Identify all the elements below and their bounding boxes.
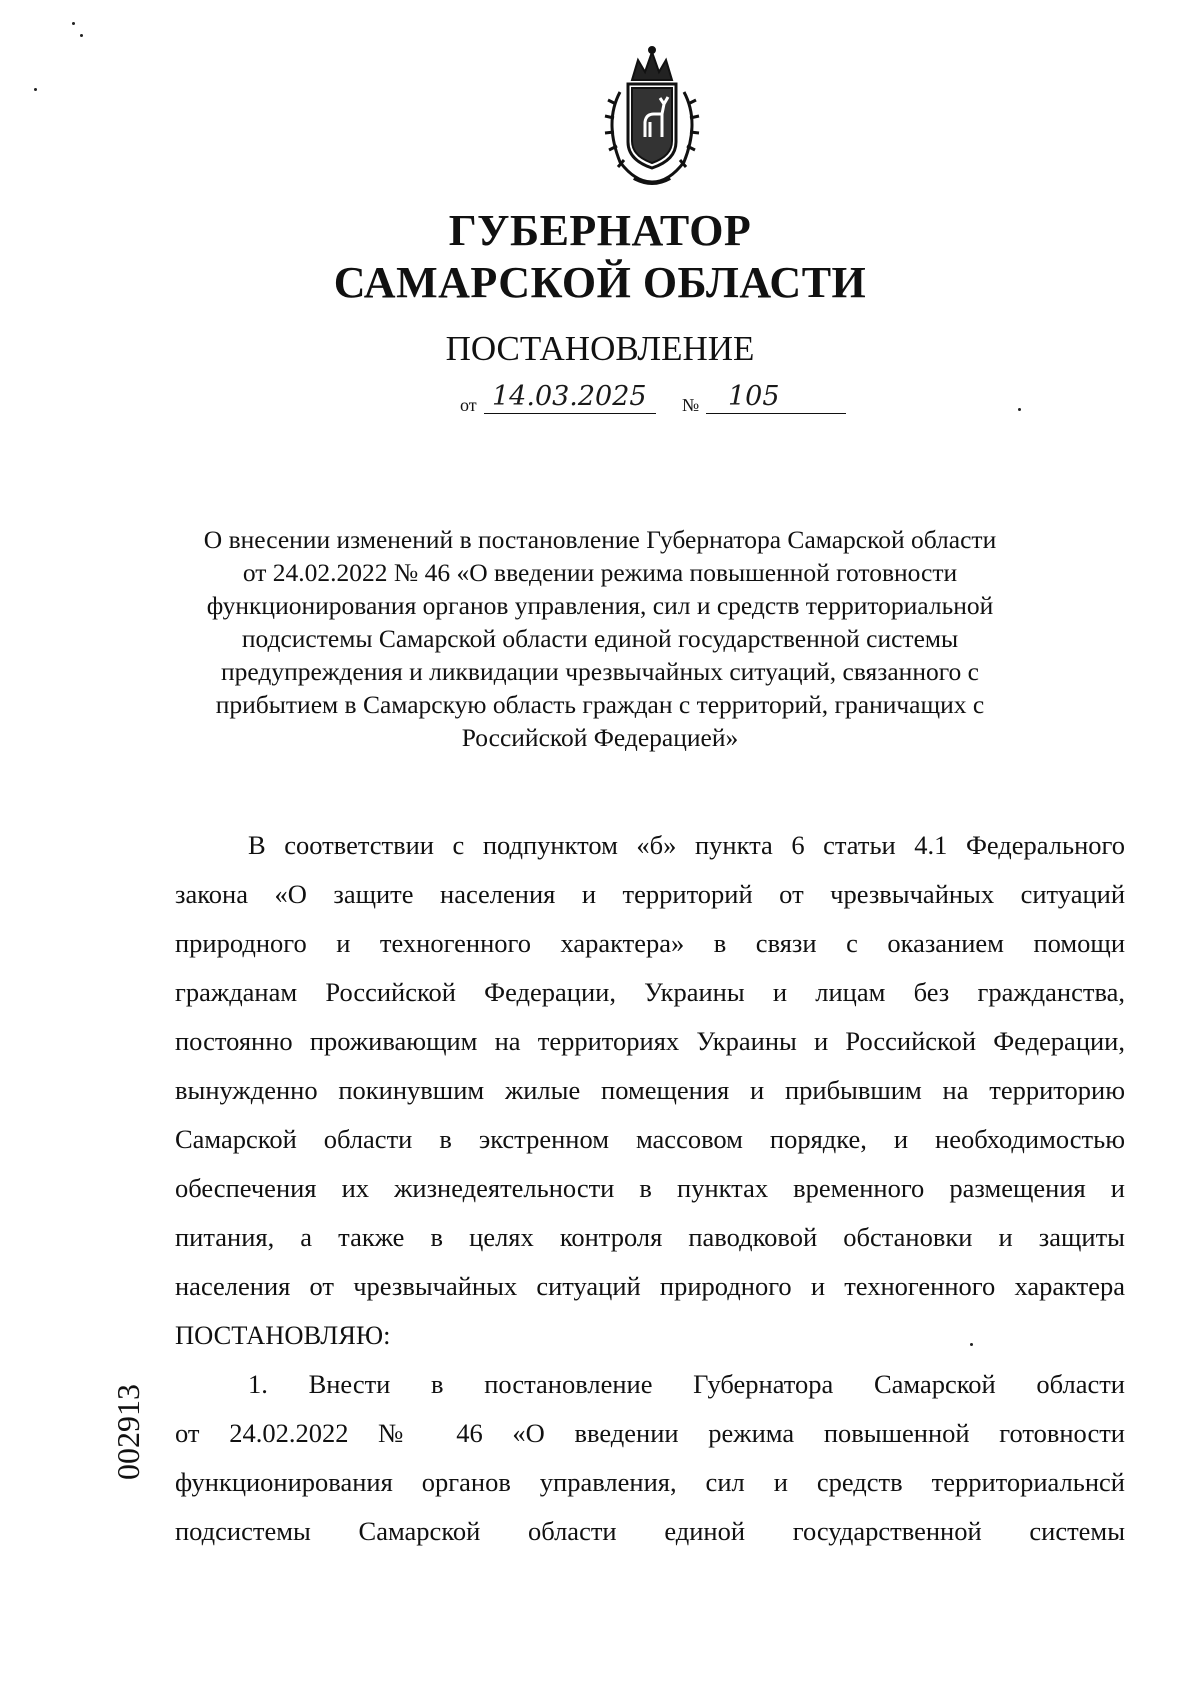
document-body [175, 821, 1125, 1556]
header-block [300, 205, 900, 369]
subject-line: подсистемы Самарской области единой государственной системы [241, 624, 959, 653]
subject-line: предупреждения и ликвидации чрезвычайных ситуаций, связанного с [221, 657, 979, 686]
subject-line: от 24.02.2022 № 46 «О введении режима повышенной готовности [242, 558, 958, 587]
number-label: № [682, 395, 700, 415]
governor-title-line2: САМАРСКОЙ ОБЛАСТИ [333, 258, 867, 307]
body-line: закона «О защите населения и территорий от чрезвычайных ситуаций [175, 879, 1125, 909]
scan-speck [1018, 408, 1021, 411]
handwritten-number: 105 [728, 381, 780, 412]
body-line: вынужденно покинувшим жилые помещения и прибывшим на территорию [175, 1075, 1125, 1105]
governor-title-line1: ГУБЕРНАТОР [448, 206, 752, 255]
subject-line: Российской Федерацией» [461, 723, 739, 752]
scan-speck [72, 22, 75, 25]
body-line: 1. Внести в постановление Губернатора Самарской области [248, 1369, 1125, 1399]
body-line: гражданам Российской Федерации, Украины и лицам без гражданства, [175, 977, 1125, 1007]
date-number-line [460, 380, 860, 424]
scan-speck [80, 34, 83, 37]
body-line: от 24.02.2022 № 46 «О введении режима повышенной готовности [175, 1418, 1125, 1448]
document-subject [180, 523, 1020, 754]
subject-line: прибытием в Самарскую область граждан с территорий, граничащих с [215, 690, 985, 719]
body-line: обеспечения их жизнедеятельности в пунктах временного размещения и [175, 1173, 1125, 1203]
document-type: ПОСТАНОВЛЕНИЕ [445, 329, 755, 368]
body-line: В соответствии с подпунктом «б» пункта 6 статьи 4.1 Федерального [248, 830, 1125, 860]
body-line: Самарской области в экстренном массовом порядке, и необходимостью [175, 1124, 1125, 1154]
subject-line: О внесении изменений в постановление Губернатора Самарской области [203, 525, 997, 554]
from-label: от [460, 395, 477, 415]
scan-speck [34, 88, 37, 91]
body-line-resolve: ПОСТАНОВЛЯЮ: [175, 1320, 391, 1350]
body-line: подсистемы Самарской области единой государственной системы [175, 1516, 1125, 1546]
scan-speck [970, 1343, 973, 1346]
side-serial-number: 002913 [110, 1384, 146, 1480]
body-line: постоянно проживающим на территориях Украины и Российской Федерации, [175, 1026, 1125, 1056]
subject-line: функционирования органов управления, сил и средств территориальной [206, 591, 994, 620]
coat-of-arms-icon [590, 42, 715, 192]
handwritten-date: 14.03.2025 [492, 381, 647, 412]
body-line: питания, а также в целях контроля паводковой обстановки и защиты [175, 1222, 1125, 1252]
body-line: природного и техногенного характера» в связи с оказанием помощи [175, 928, 1125, 958]
body-line: населения от чрезвычайных ситуаций природного и техногенного характера [175, 1271, 1125, 1301]
body-line: функционирования органов управления, сил и средств территориальнсй [175, 1467, 1125, 1497]
